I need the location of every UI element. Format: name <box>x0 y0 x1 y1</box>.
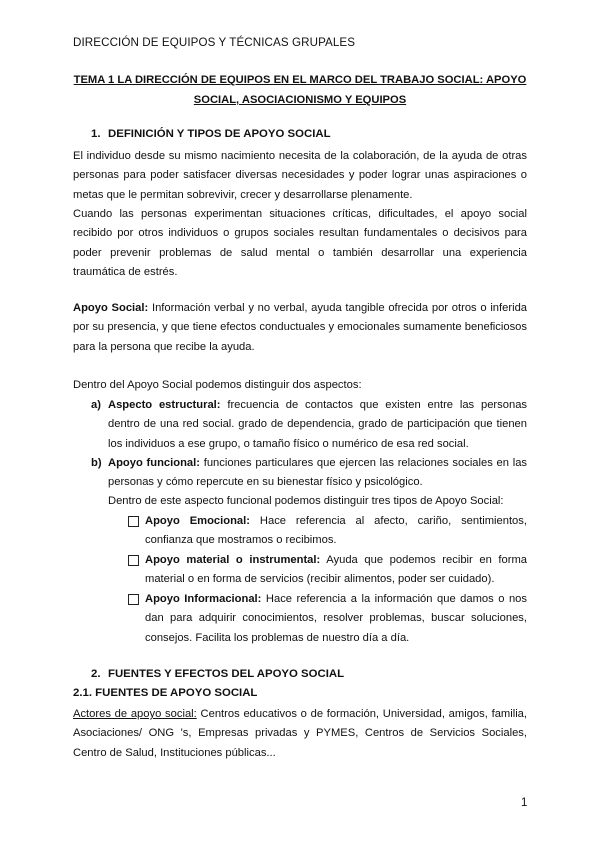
aspect-functional <box>108 454 527 493</box>
aspects-intro: Dentro del Apoyo Social podemos distinguir dos aspectos: <box>73 379 362 391</box>
apoyo-social-text: Información verbal y no verbal, ayuda tangible ofrecida por otros o inferida por su presencia, y que tiene efectos conductuales y emocionales sumamente beneficiosos para la persona que recibe la ayuda. <box>73 302 528 353</box>
section-1-number: 1. <box>91 128 101 140</box>
actors-text: Centros educativos o de formación, Universidad, amigos, familia, Asociaciones/ ONG 's, Empresas privadas y PYMES, Centros de Servicios Sociales, Centro de Salud, Instituciones públicas... <box>73 708 528 759</box>
actors-paragraph <box>73 705 527 763</box>
aspect-structural <box>108 396 527 454</box>
type-material <box>145 551 527 590</box>
type-emotional <box>145 512 527 551</box>
apoyo-social-term: Apoyo Social: <box>73 302 149 314</box>
section-2-number: 2. <box>91 668 101 680</box>
aspect-a-marker: a) <box>91 399 101 411</box>
running-header: DIRECCIÓN DE EQUIPOS Y TÉCNICAS GRUPALES <box>73 36 356 49</box>
type-material-term: Apoyo material o instrumental: <box>145 554 321 566</box>
checkbox-icon <box>128 555 139 566</box>
apoyo-social-definition <box>73 299 527 357</box>
section-2-heading: FUENTES Y EFECTOS DEL APOYO SOCIAL <box>108 668 345 680</box>
section-1-heading: DEFINICIÓN Y TIPOS DE APOYO SOCIAL <box>108 128 331 140</box>
document-title: TEMA 1 LA DIRECCIÓN DE EQUIPOS EN EL MARCO DEL TRABAJO SOCIAL: APOYO SOCIAL, ASOCIACIONISMO Y EQUIPOS <box>73 74 527 106</box>
aspect-structural-term: Aspecto estructural: <box>108 399 221 411</box>
type-material-text: Ayuda que podemos recibir en forma material o en forma de servicios (recibir alimentos, poder ser cuidado). <box>145 554 528 586</box>
type-emotional-text: Hace referencia al afecto, cariño, sentimientos, confianza que mostramos o recibimos. <box>145 515 527 547</box>
section-1-paragraph-2: Cuando las personas experimentan situaciones críticas, dificultades, el apoyo social recibido por otros individuos o grupos sociales resultan fundamentales o decisivos para poder prevenir problemas de salud mental o también desarrollar una experiencia traumática de estrés. <box>73 208 527 279</box>
functional-intro: Dentro de este aspecto funcional podemos distinguir tres tipos de Apoyo Social: <box>108 495 504 507</box>
aspect-functional-text: funciones particulares que ejercen las relaciones sociales en las personas y cómo repercute en su bienestar físico y psicológico. <box>108 457 528 489</box>
aspect-b-marker: b) <box>91 457 102 469</box>
section-1-paragraph-1: El individuo desde su mismo nacimiento necesita de la colaboración, de la ayuda de otras personas para poder satisfacer diversas necesidades y poder lograr unas aspiraciones o metas que le permitan sobrevivir, crecer y desarrollarse plenamente. <box>73 150 527 201</box>
aspect-functional-term: Apoyo funcional: <box>108 457 200 469</box>
type-informational-term: Apoyo Informacional: <box>145 593 262 605</box>
type-informational <box>145 590 527 648</box>
page-number: 1 <box>521 797 528 809</box>
subsection-2-1-heading: 2.1. FUENTES DE APOYO SOCIAL <box>73 687 258 699</box>
checkbox-icon <box>128 594 139 605</box>
type-informational-text: Hace referencia a la información que damos o nos dan para adquirir conocimientos, resolver problemas, buscar soluciones, consejos. Facilita los problemas de nuestro día a día. <box>145 593 527 644</box>
checkbox-icon <box>128 516 139 527</box>
aspect-structural-text: frecuencia de contactos que existen entre las personas dentro de una red social. grado de dependencia, grado de participación que tienen los individuos a ese grupo, o tamaño físico o numérico de esa red social. <box>108 399 528 450</box>
type-emotional-term: Apoyo Emocional: <box>145 515 250 527</box>
actors-term: Actores de apoyo social: <box>73 708 197 720</box>
